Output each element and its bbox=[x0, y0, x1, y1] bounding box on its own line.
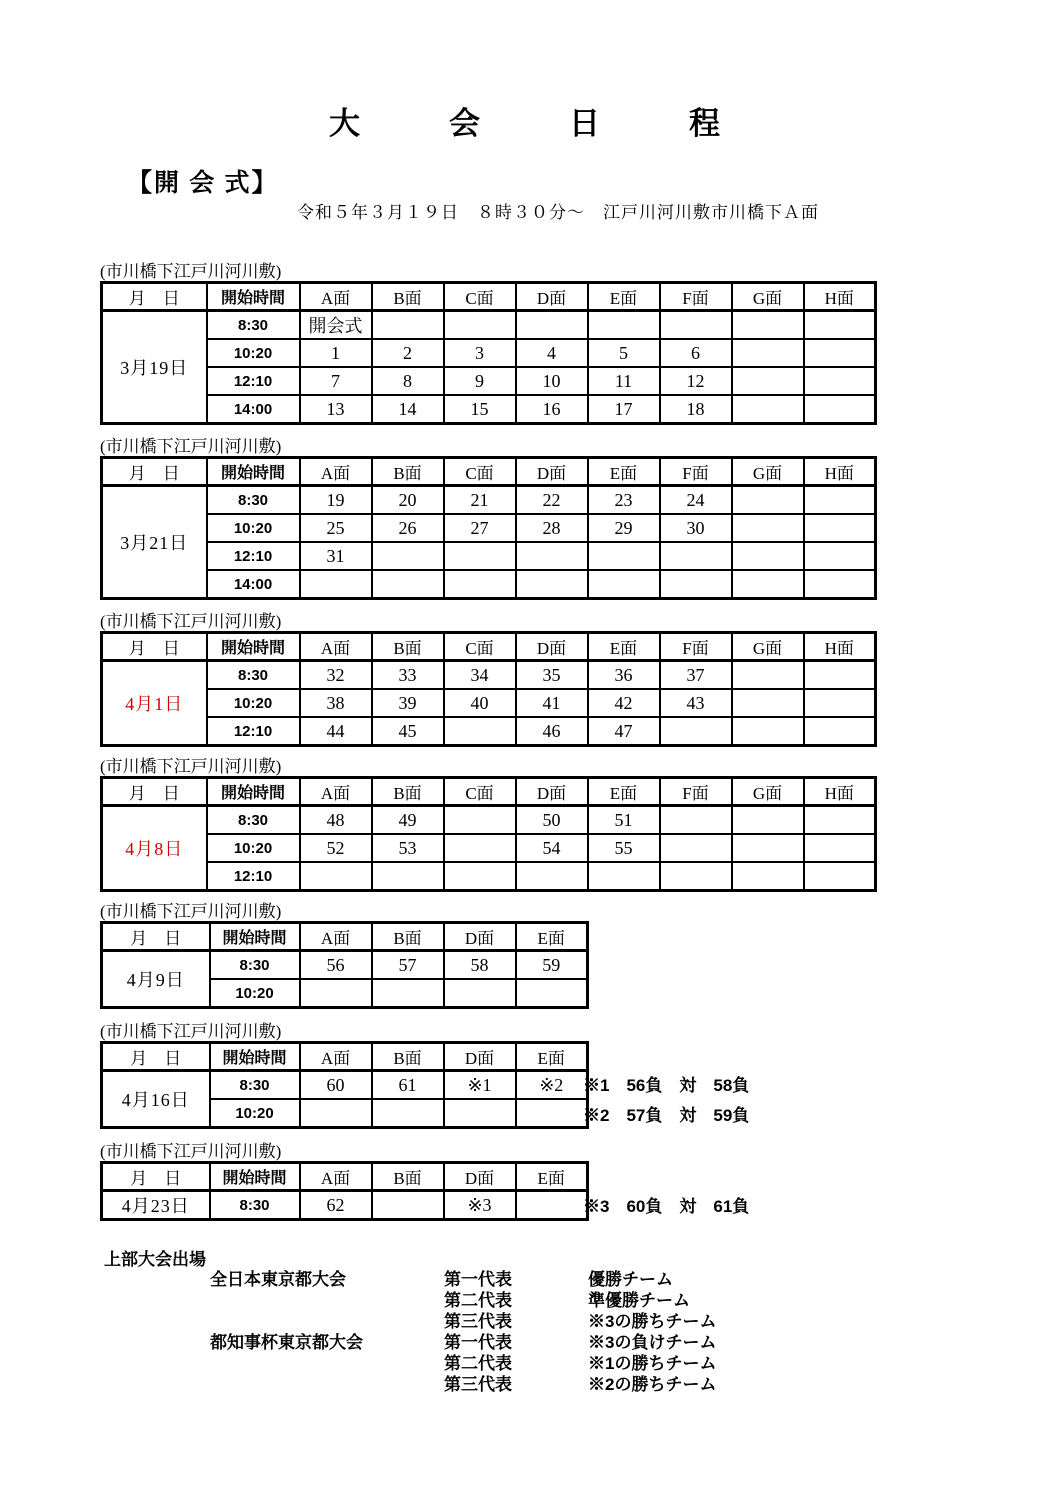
col-header-court: H面 bbox=[804, 778, 876, 806]
date-cell: 4月16日 bbox=[102, 1071, 210, 1128]
match-cell bbox=[300, 979, 372, 1008]
match-cell: 54 bbox=[516, 834, 588, 862]
match-cell: 31 bbox=[300, 542, 372, 570]
col-header-court: B面 bbox=[372, 1043, 444, 1071]
col-header-time: 開始時間 bbox=[207, 633, 300, 661]
schedule-row bbox=[102, 661, 876, 690]
match-cell: 28 bbox=[516, 514, 588, 542]
time-cell: 10:20 bbox=[207, 834, 300, 862]
match-cell bbox=[732, 806, 804, 835]
match-cell: 56 bbox=[300, 951, 372, 980]
match-cell: ※2 bbox=[516, 1071, 588, 1100]
match-cell bbox=[732, 395, 804, 424]
match-cell: 1 bbox=[300, 339, 372, 367]
time-cell: 10:20 bbox=[207, 689, 300, 717]
representative-label: 第一代表 bbox=[444, 1270, 512, 1289]
match-cell: 15 bbox=[444, 395, 516, 424]
col-header-court: A面 bbox=[300, 283, 372, 311]
time-cell: 14:00 bbox=[207, 395, 300, 424]
team-label: 優勝チーム bbox=[588, 1270, 673, 1289]
team-label: 準優勝チーム bbox=[588, 1291, 690, 1310]
match-cell: 16 bbox=[516, 395, 588, 424]
match-cell bbox=[732, 339, 804, 367]
time-cell: 8:30 bbox=[207, 486, 300, 515]
match-cell: 19 bbox=[300, 486, 372, 515]
match-cell bbox=[660, 834, 732, 862]
match-cell: 52 bbox=[300, 834, 372, 862]
match-cell bbox=[516, 311, 588, 340]
col-header-court: D面 bbox=[516, 458, 588, 486]
match-cell: 62 bbox=[300, 1191, 372, 1220]
match-cell bbox=[804, 514, 876, 542]
schedule-table bbox=[100, 456, 877, 600]
match-cell bbox=[804, 542, 876, 570]
match-cell bbox=[804, 311, 876, 340]
time-cell: 10:20 bbox=[210, 979, 300, 1008]
schedule-row bbox=[102, 367, 876, 395]
match-cell: 46 bbox=[516, 717, 588, 746]
schedule-block-mar19 bbox=[100, 262, 877, 425]
col-header-time: 開始時間 bbox=[207, 778, 300, 806]
match-cell bbox=[444, 717, 516, 746]
col-header-court: E面 bbox=[516, 923, 588, 951]
col-header-court: A面 bbox=[300, 1043, 372, 1071]
match-cell: 24 bbox=[660, 486, 732, 515]
advancement-row bbox=[0, 1370, 1058, 1394]
col-header-court: F面 bbox=[660, 633, 732, 661]
col-header-court: A面 bbox=[300, 923, 372, 951]
match-cell: 5 bbox=[588, 339, 660, 367]
match-cell: 59 bbox=[516, 951, 588, 980]
match-cell: 20 bbox=[372, 486, 444, 515]
header-row bbox=[102, 923, 588, 951]
location-label: (市川橋下江戸川河川敷) bbox=[100, 757, 282, 776]
col-header-court: H面 bbox=[804, 283, 876, 311]
time-cell: 10:20 bbox=[207, 339, 300, 367]
match-cell: 34 bbox=[444, 661, 516, 690]
match-cell bbox=[444, 862, 516, 891]
col-header-date: 月 日 bbox=[102, 1043, 210, 1071]
match-cell: 35 bbox=[516, 661, 588, 690]
note-3: ※3 60負 対 61負 bbox=[583, 1197, 750, 1216]
header-row bbox=[102, 1043, 588, 1071]
match-cell bbox=[516, 862, 588, 891]
match-cell: ※1 bbox=[444, 1071, 516, 1100]
col-header-court: B面 bbox=[372, 1163, 444, 1191]
date-cell: 3月21日 bbox=[102, 486, 207, 599]
col-header-court: E面 bbox=[516, 1163, 588, 1191]
time-cell: 8:30 bbox=[210, 1071, 300, 1100]
match-cell: 開会式 bbox=[300, 311, 372, 340]
tournament-name: 全日本東京都大会 bbox=[210, 1270, 346, 1289]
match-cell bbox=[660, 806, 732, 835]
col-header-court: B面 bbox=[372, 458, 444, 486]
time-cell: 8:30 bbox=[207, 311, 300, 340]
opening-ceremony-details: 令和５年３月１９日 ８時３０分～ 江戸川河川敷市川橋下Ａ面 bbox=[297, 203, 819, 222]
match-cell bbox=[804, 367, 876, 395]
match-cell bbox=[372, 1099, 444, 1128]
representative-label: 第三代表 bbox=[444, 1375, 512, 1394]
match-cell bbox=[444, 311, 516, 340]
match-cell bbox=[588, 311, 660, 340]
col-header-court: D面 bbox=[516, 633, 588, 661]
match-cell: 50 bbox=[516, 806, 588, 835]
advancement-row bbox=[0, 1349, 1058, 1373]
location-label: (市川橋下江戸川河川敷) bbox=[100, 1142, 282, 1161]
advancement-list bbox=[0, 1265, 1058, 1394]
schedule-block-apr23 bbox=[100, 1142, 589, 1221]
schedule-block-apr9 bbox=[100, 902, 589, 1009]
col-header-court: G面 bbox=[732, 778, 804, 806]
col-header-court: D面 bbox=[444, 923, 516, 951]
match-cell: 29 bbox=[588, 514, 660, 542]
match-cell: 43 bbox=[660, 689, 732, 717]
header-row bbox=[102, 1163, 588, 1191]
schedule-row bbox=[102, 311, 876, 340]
match-cell: 7 bbox=[300, 367, 372, 395]
date-cell: 4月8日 bbox=[102, 806, 207, 891]
match-cell bbox=[732, 311, 804, 340]
match-cell bbox=[444, 806, 516, 835]
col-header-time: 開始時間 bbox=[207, 283, 300, 311]
header-row bbox=[102, 778, 876, 806]
date-cell: 4月1日 bbox=[102, 661, 207, 746]
match-cell bbox=[804, 395, 876, 424]
advancement-row bbox=[0, 1286, 1058, 1310]
schedule-table bbox=[100, 776, 877, 892]
time-cell: 8:30 bbox=[207, 661, 300, 690]
match-cell bbox=[732, 514, 804, 542]
match-cell: 49 bbox=[372, 806, 444, 835]
time-cell: 8:30 bbox=[210, 951, 300, 980]
col-header-date: 月 日 bbox=[102, 633, 207, 661]
time-cell: 10:20 bbox=[207, 514, 300, 542]
match-cell: 3 bbox=[444, 339, 516, 367]
schedule-row bbox=[102, 689, 876, 717]
schedule-row bbox=[102, 542, 876, 570]
col-header-court: A面 bbox=[300, 1163, 372, 1191]
col-header-court: D面 bbox=[444, 1043, 516, 1071]
date-cell: 4月9日 bbox=[102, 951, 210, 1008]
advancement-row bbox=[0, 1328, 1058, 1352]
page-title: 大 会 日 程 bbox=[329, 106, 729, 141]
match-cell bbox=[444, 1099, 516, 1128]
schedule-row bbox=[102, 514, 876, 542]
team-label: ※2の勝ちチーム bbox=[588, 1375, 717, 1394]
match-cell: 13 bbox=[300, 395, 372, 424]
col-header-court: F面 bbox=[660, 283, 732, 311]
match-cell bbox=[444, 834, 516, 862]
match-cell: 58 bbox=[444, 951, 516, 980]
match-cell: 26 bbox=[372, 514, 444, 542]
match-cell: 45 bbox=[372, 717, 444, 746]
schedule-table bbox=[100, 281, 877, 425]
match-cell bbox=[732, 717, 804, 746]
location-label: (市川橋下江戸川河川敷) bbox=[100, 437, 282, 456]
representative-label: 第二代表 bbox=[444, 1291, 512, 1310]
match-cell bbox=[372, 542, 444, 570]
match-cell bbox=[444, 542, 516, 570]
location-label: (市川橋下江戸川河川敷) bbox=[100, 1022, 282, 1041]
col-header-court: H面 bbox=[804, 458, 876, 486]
opening-ceremony-heading: 【開 会 式】 bbox=[127, 170, 279, 197]
date-cell: 4月23日 bbox=[102, 1191, 210, 1220]
match-cell bbox=[804, 862, 876, 891]
schedule-row bbox=[102, 806, 876, 835]
col-header-time: 開始時間 bbox=[210, 1163, 300, 1191]
match-cell bbox=[732, 689, 804, 717]
match-cell: 25 bbox=[300, 514, 372, 542]
col-header-court: A面 bbox=[300, 633, 372, 661]
match-cell: 30 bbox=[660, 514, 732, 542]
schedule-block-apr1 bbox=[100, 612, 877, 747]
col-header-date: 月 日 bbox=[102, 778, 207, 806]
representative-label: 第三代表 bbox=[444, 1312, 512, 1331]
schedule-row bbox=[102, 395, 876, 424]
match-cell: 2 bbox=[372, 339, 444, 367]
match-cell: 17 bbox=[588, 395, 660, 424]
advancement-row bbox=[0, 1265, 1058, 1289]
match-cell bbox=[516, 570, 588, 599]
match-cell: 11 bbox=[588, 367, 660, 395]
col-header-date: 月 日 bbox=[102, 1163, 210, 1191]
match-cell bbox=[516, 542, 588, 570]
schedule-block-apr8 bbox=[100, 757, 877, 892]
match-cell bbox=[660, 717, 732, 746]
schedule-row bbox=[102, 1191, 588, 1220]
col-header-court: C面 bbox=[444, 633, 516, 661]
match-cell bbox=[588, 862, 660, 891]
col-header-court: G面 bbox=[732, 633, 804, 661]
match-cell: 53 bbox=[372, 834, 444, 862]
schedule-table bbox=[100, 921, 589, 1009]
representative-label: 第一代表 bbox=[444, 1333, 512, 1352]
match-cell bbox=[732, 834, 804, 862]
match-cell bbox=[732, 862, 804, 891]
match-cell: 12 bbox=[660, 367, 732, 395]
time-cell: 12:10 bbox=[207, 367, 300, 395]
col-header-court: H面 bbox=[804, 633, 876, 661]
match-cell: 10 bbox=[516, 367, 588, 395]
team-label: ※1の勝ちチーム bbox=[588, 1354, 717, 1373]
match-cell: 6 bbox=[660, 339, 732, 367]
match-cell: 36 bbox=[588, 661, 660, 690]
match-cell bbox=[300, 570, 372, 599]
match-cell bbox=[516, 979, 588, 1008]
time-cell: 8:30 bbox=[210, 1191, 300, 1220]
match-cell bbox=[372, 862, 444, 891]
match-cell: 27 bbox=[444, 514, 516, 542]
col-header-court: A面 bbox=[300, 778, 372, 806]
col-header-court: C面 bbox=[444, 458, 516, 486]
match-cell bbox=[300, 862, 372, 891]
schedule-row bbox=[102, 339, 876, 367]
match-cell: 51 bbox=[588, 806, 660, 835]
tournament-name: 都知事杯東京都大会 bbox=[210, 1333, 363, 1352]
match-cell: ※3 bbox=[444, 1191, 516, 1220]
match-cell bbox=[372, 1191, 444, 1220]
match-cell bbox=[804, 806, 876, 835]
match-cell bbox=[300, 1099, 372, 1128]
match-cell bbox=[660, 311, 732, 340]
match-cell bbox=[732, 661, 804, 690]
match-cell bbox=[732, 542, 804, 570]
match-cell bbox=[660, 862, 732, 891]
col-header-court: G面 bbox=[732, 458, 804, 486]
match-cell: 41 bbox=[516, 689, 588, 717]
match-cell: 48 bbox=[300, 806, 372, 835]
match-cell: 39 bbox=[372, 689, 444, 717]
schedule-row bbox=[102, 834, 876, 862]
match-cell bbox=[372, 570, 444, 599]
time-cell: 8:30 bbox=[207, 806, 300, 835]
advancement-heading: 上部大会出場 bbox=[104, 1250, 206, 1269]
schedule-row bbox=[102, 570, 876, 599]
team-label: ※3の負けチーム bbox=[588, 1333, 717, 1352]
col-header-court: A面 bbox=[300, 458, 372, 486]
match-cell: 38 bbox=[300, 689, 372, 717]
match-cell: 42 bbox=[588, 689, 660, 717]
match-cell: 21 bbox=[444, 486, 516, 515]
match-cell: 8 bbox=[372, 367, 444, 395]
representative-label: 第二代表 bbox=[444, 1354, 512, 1373]
col-header-court: C面 bbox=[444, 778, 516, 806]
col-header-court: E面 bbox=[588, 633, 660, 661]
col-header-time: 開始時間 bbox=[210, 923, 300, 951]
header-row bbox=[102, 283, 876, 311]
match-cell bbox=[804, 717, 876, 746]
match-cell bbox=[660, 570, 732, 599]
col-header-court: B面 bbox=[372, 633, 444, 661]
match-cell bbox=[804, 689, 876, 717]
schedule-block-apr16 bbox=[100, 1022, 589, 1129]
match-cell: 33 bbox=[372, 661, 444, 690]
match-cell: 9 bbox=[444, 367, 516, 395]
col-header-court: E面 bbox=[516, 1043, 588, 1071]
header-row bbox=[102, 633, 876, 661]
match-cell bbox=[588, 570, 660, 599]
match-cell: 23 bbox=[588, 486, 660, 515]
col-header-court: G面 bbox=[732, 283, 804, 311]
match-cell bbox=[732, 570, 804, 599]
match-cell bbox=[516, 1191, 588, 1220]
time-cell: 12:10 bbox=[207, 862, 300, 891]
match-cell bbox=[660, 542, 732, 570]
match-cell bbox=[732, 367, 804, 395]
col-header-time: 開始時間 bbox=[210, 1043, 300, 1071]
match-cell bbox=[444, 570, 516, 599]
col-header-date: 月 日 bbox=[102, 458, 207, 486]
col-header-court: E面 bbox=[588, 458, 660, 486]
col-header-court: C面 bbox=[444, 283, 516, 311]
col-header-court: F面 bbox=[660, 778, 732, 806]
col-header-court: D面 bbox=[516, 778, 588, 806]
header-row bbox=[102, 458, 876, 486]
schedule-row bbox=[102, 862, 876, 891]
location-label: (市川橋下江戸川河川敷) bbox=[100, 902, 282, 921]
col-header-court: F面 bbox=[660, 458, 732, 486]
team-label: ※3の勝ちチーム bbox=[588, 1312, 717, 1331]
match-cell bbox=[732, 486, 804, 515]
time-cell: 12:10 bbox=[207, 717, 300, 746]
match-cell bbox=[804, 834, 876, 862]
match-cell: 22 bbox=[516, 486, 588, 515]
col-header-court: B面 bbox=[372, 778, 444, 806]
match-cell bbox=[804, 339, 876, 367]
match-cell bbox=[444, 979, 516, 1008]
col-header-court: B面 bbox=[372, 923, 444, 951]
match-cell: 18 bbox=[660, 395, 732, 424]
advancement-row bbox=[0, 1307, 1058, 1331]
note-1: ※1 56負 対 58負 bbox=[583, 1076, 750, 1095]
date-cell: 3月19日 bbox=[102, 311, 207, 424]
time-cell: 12:10 bbox=[207, 542, 300, 570]
match-cell: 37 bbox=[660, 661, 732, 690]
schedule-row bbox=[102, 951, 588, 980]
schedule-block-mar21 bbox=[100, 437, 877, 600]
match-cell: 40 bbox=[444, 689, 516, 717]
match-cell bbox=[804, 661, 876, 690]
col-header-court: D面 bbox=[516, 283, 588, 311]
col-header-date: 月 日 bbox=[102, 923, 210, 951]
col-header-court: D面 bbox=[444, 1163, 516, 1191]
col-header-time: 開始時間 bbox=[207, 458, 300, 486]
match-cell bbox=[372, 979, 444, 1008]
schedule-row bbox=[102, 1071, 588, 1100]
col-header-court: E面 bbox=[588, 283, 660, 311]
match-cell bbox=[516, 1099, 588, 1128]
schedule-table bbox=[100, 1161, 589, 1221]
time-cell: 14:00 bbox=[207, 570, 300, 599]
match-cell: 4 bbox=[516, 339, 588, 367]
match-cell bbox=[588, 542, 660, 570]
match-cell: 14 bbox=[372, 395, 444, 424]
match-cell: 60 bbox=[300, 1071, 372, 1100]
match-cell: 44 bbox=[300, 717, 372, 746]
schedule-table bbox=[100, 1041, 589, 1129]
match-cell: 55 bbox=[588, 834, 660, 862]
location-label: (市川橋下江戸川河川敷) bbox=[100, 262, 282, 281]
location-label: (市川橋下江戸川河川敷) bbox=[100, 612, 282, 631]
note-2: ※2 57負 対 59負 bbox=[583, 1106, 750, 1125]
schedule-row bbox=[102, 717, 876, 746]
match-cell: 57 bbox=[372, 951, 444, 980]
match-cell: 47 bbox=[588, 717, 660, 746]
match-cell bbox=[372, 311, 444, 340]
col-header-court: B面 bbox=[372, 283, 444, 311]
match-cell bbox=[804, 570, 876, 599]
time-cell: 10:20 bbox=[210, 1099, 300, 1128]
match-cell: 61 bbox=[372, 1071, 444, 1100]
match-cell: 32 bbox=[300, 661, 372, 690]
col-header-date: 月 日 bbox=[102, 283, 207, 311]
col-header-court: E面 bbox=[588, 778, 660, 806]
schedule-table bbox=[100, 631, 877, 747]
match-cell bbox=[804, 486, 876, 515]
schedule-row bbox=[102, 486, 876, 515]
